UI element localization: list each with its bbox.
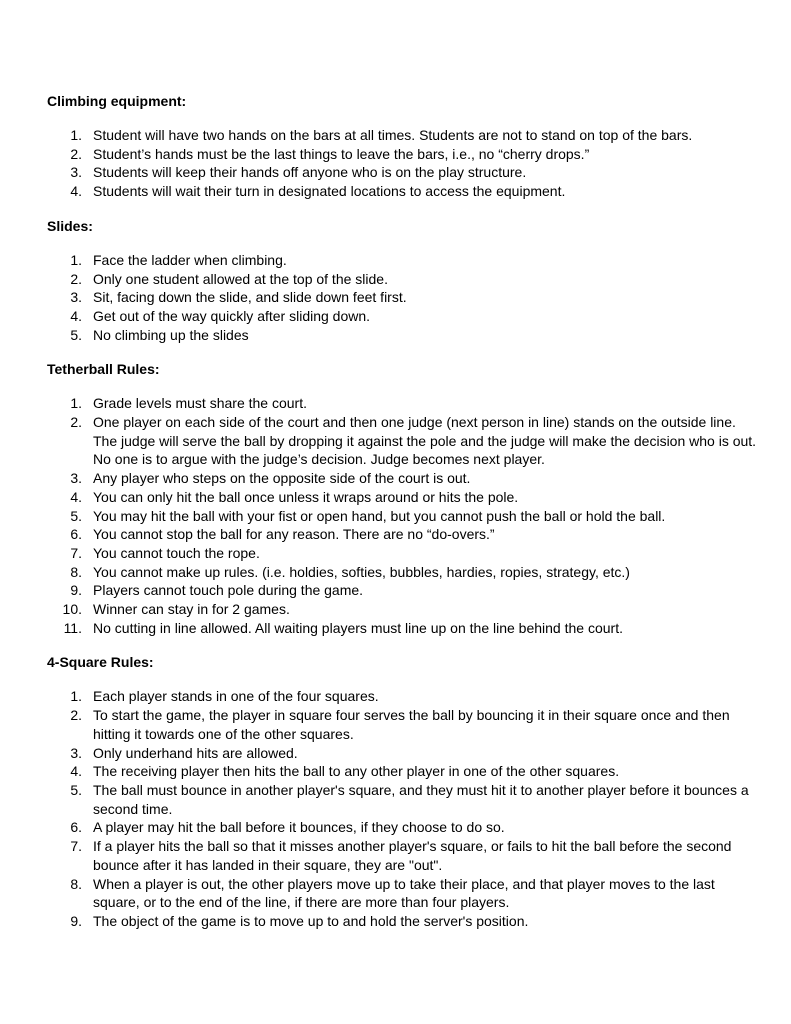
item-number: 2. xyxy=(70,414,82,431)
list-item xyxy=(47,762,757,781)
section-heading-slides: Slides: xyxy=(47,217,93,234)
list-item xyxy=(47,781,757,818)
list-item xyxy=(47,837,757,874)
item-number: 4. xyxy=(70,488,82,505)
item-text: Players cannot touch pole during the game. xyxy=(93,582,364,599)
item-text: Students will wait their turn in designated locations to access the equipment. xyxy=(93,183,566,200)
item-text: No climbing up the slides xyxy=(93,326,249,343)
item-text: Grade levels must share the court. xyxy=(93,395,307,412)
list-item xyxy=(47,544,757,563)
item-text: No cutting in line allowed. All waiting players must line up on the line behind the court. xyxy=(93,619,623,636)
item-text: When a player is out, the other players move up to take their place, and that player moves to the last square, or to the end of the line, if there are more than four players. xyxy=(93,875,715,911)
item-text: Sit, facing down the slide, and slide down feet first. xyxy=(93,289,407,306)
list-item xyxy=(47,563,757,582)
item-text: A player may hit the ball before it bounces, if they choose to do so. xyxy=(93,819,505,836)
list-item xyxy=(47,488,757,507)
4-square-rules-list xyxy=(47,687,757,930)
list-item xyxy=(47,507,757,526)
item-text: You may hit the ball with your fist or open hand, but you cannot push the ball or hold the ball. xyxy=(93,507,666,524)
item-text: Student’s hands must be the last things to leave the bars, i.e., no “cherry drops.” xyxy=(93,145,590,162)
item-number: 3. xyxy=(70,164,82,181)
item-text: Face the ladder when climbing. xyxy=(93,251,287,268)
list-item xyxy=(47,619,757,638)
list-item xyxy=(47,525,757,544)
list-item xyxy=(47,126,757,145)
tetherball-rules-list xyxy=(47,394,757,637)
item-number: 1. xyxy=(70,688,82,705)
item-number: 8. xyxy=(70,875,82,892)
item-text: Only one student allowed at the top of the slide. xyxy=(93,270,388,287)
item-number: 9. xyxy=(70,582,82,599)
item-number: 1. xyxy=(70,251,82,268)
climbing-equipment-list xyxy=(47,126,757,201)
item-number: 3. xyxy=(70,289,82,306)
item-number: 5. xyxy=(70,326,82,343)
item-number: 5. xyxy=(70,507,82,524)
list-item xyxy=(47,182,757,201)
item-text: Get out of the way quickly after sliding down. xyxy=(93,307,371,324)
item-number: 2. xyxy=(70,145,82,162)
item-number: 4. xyxy=(70,307,82,324)
list-item xyxy=(47,326,757,345)
item-number: 2. xyxy=(70,270,82,287)
item-text: Only underhand hits are allowed. xyxy=(93,744,298,761)
list-item xyxy=(47,413,757,469)
item-text: The receiving player then hits the ball to any other player in one of the other squares. xyxy=(93,763,620,780)
item-number: 5. xyxy=(70,781,82,798)
item-text: Student will have two hands on the bars at all times. Students are not to stand on top of the bars. xyxy=(93,127,693,143)
slides-list xyxy=(47,251,757,345)
item-number: 10. xyxy=(62,601,82,618)
section-heading-climbing-equipment: Climbing equipment: xyxy=(47,93,187,109)
item-number: 1. xyxy=(70,395,82,412)
item-text: You cannot touch the rope. xyxy=(93,544,260,561)
item-number: 6. xyxy=(70,819,82,836)
list-item xyxy=(47,687,757,706)
item-text: You can only hit the ball once unless it wraps around or hits the pole. xyxy=(93,488,519,505)
item-number: 1. xyxy=(70,127,82,143)
item-number: 6. xyxy=(70,526,82,543)
list-item xyxy=(47,744,757,763)
list-item xyxy=(47,469,757,488)
list-item xyxy=(47,875,757,912)
item-number: 7. xyxy=(70,544,82,561)
list-item xyxy=(47,912,757,931)
list-item xyxy=(47,581,757,600)
item-text: To start the game, the player in square four serves the ball by bouncing it in their square once and then hitting it towards one of the other squares. xyxy=(93,707,730,742)
item-text: One player on each side of the court and then one judge (next person in line) stands on the outside line. The judge will serve the ball by dropping it against the pole and the judge will make the decision who is out. No one is to argue with the judge’s decision. Judge becomes next player. xyxy=(93,414,757,468)
item-text: You cannot make up rules. (i.e. holdies, softies, bubbles, hardies, ropies, strategy, etc.) xyxy=(93,563,630,580)
item-text: You cannot stop the ball for any reason. There are no “do-overs.” xyxy=(93,526,495,543)
item-number: 4. xyxy=(70,763,82,780)
item-number: 3. xyxy=(70,744,82,761)
list-item xyxy=(47,163,757,182)
item-text: Winner can stay in for 2 games. xyxy=(93,601,290,618)
item-number: 8. xyxy=(70,563,82,580)
document-page xyxy=(47,92,757,947)
list-item xyxy=(47,600,757,619)
item-text: If a player hits the ball so that it misses another player's square, or fails to hit the ball before the second bounce after it has landed in their square, they are "out". xyxy=(93,838,732,873)
list-item xyxy=(47,288,757,307)
item-number: 9. xyxy=(70,912,82,929)
item-number: 2. xyxy=(70,707,82,724)
item-number: 4. xyxy=(70,183,82,200)
list-item xyxy=(47,270,757,289)
list-item xyxy=(47,818,757,837)
list-item xyxy=(47,706,757,743)
section-heading-4-square-rules: 4-Square Rules: xyxy=(47,654,154,671)
item-text: Any player who steps on the opposite side of the court is out. xyxy=(93,470,471,487)
item-number: 11. xyxy=(63,619,82,636)
item-text: The object of the game is to move up to and hold the server's position. xyxy=(93,912,529,929)
item-text: Students will keep their hands off anyone who is on the play structure. xyxy=(93,164,527,181)
item-number: 3. xyxy=(70,470,82,487)
item-text: Each player stands in one of the four squares. xyxy=(93,688,379,705)
list-item xyxy=(47,251,757,270)
item-number: 7. xyxy=(70,838,82,855)
item-text: The ball must bounce in another player's square, and they must hit it to another player before it bounces a second time. xyxy=(93,781,749,817)
section-heading-tetherball-rules: Tetherball Rules: xyxy=(47,361,160,378)
list-item xyxy=(47,394,757,413)
list-item xyxy=(47,145,757,164)
list-item xyxy=(47,307,757,326)
